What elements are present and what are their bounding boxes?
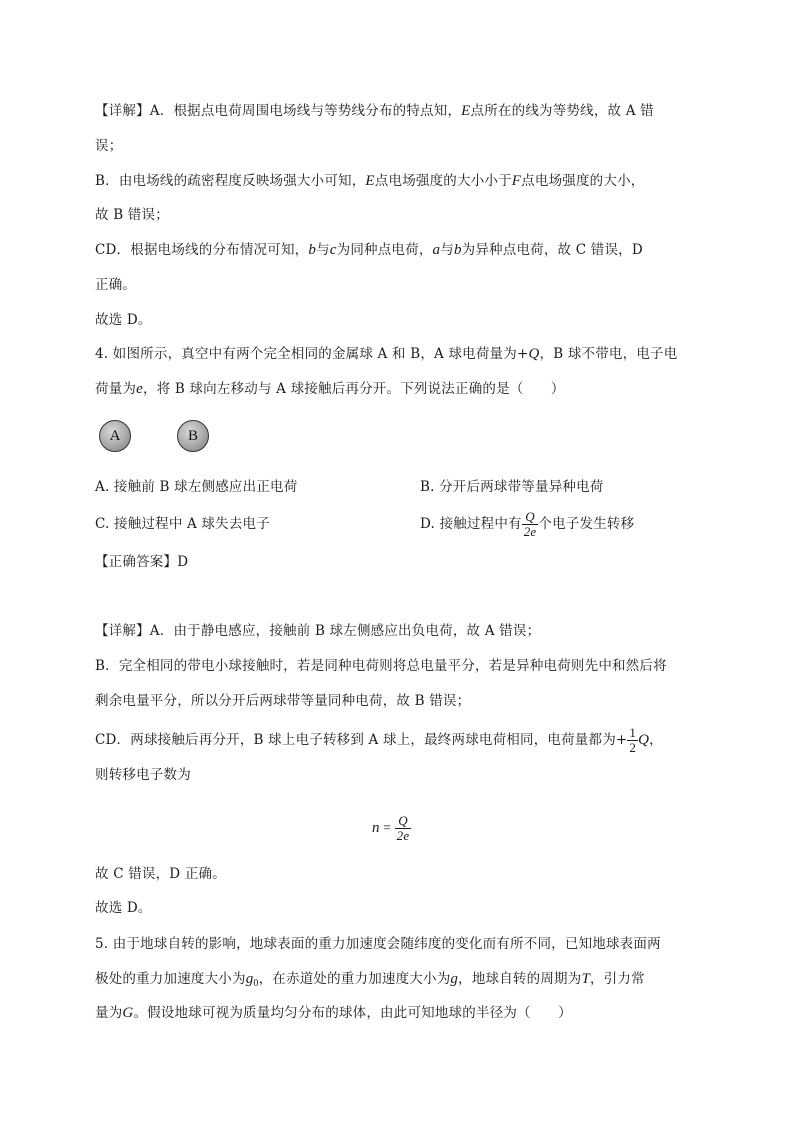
text: B．由电场线的疏密程度反映场强大小可知， xyxy=(95,173,366,189)
text: 与 xyxy=(440,242,454,258)
var-n: n xyxy=(372,820,380,836)
subscript: 0 xyxy=(253,978,259,989)
var-a: a xyxy=(432,242,441,258)
var-b: b xyxy=(308,242,317,258)
text: ，在赤道处的重力加速度大小为 xyxy=(258,971,451,987)
option-b[interactable]: B. 分开后两球带等量异种电荷 xyxy=(420,479,604,495)
fraction xyxy=(522,510,539,539)
var-t: T xyxy=(581,971,590,987)
text: ，将 B 球向左移动与 A 球接触后再分开。下列说法正确的是（ ） xyxy=(142,381,565,397)
explanation-line: 故选 D。 xyxy=(95,312,152,328)
var-f: F xyxy=(511,173,522,189)
text: ， xyxy=(649,732,663,748)
option-a[interactable]: A. 接触前 B 球左侧感应出正电荷 xyxy=(95,479,298,495)
ball-label: B xyxy=(187,427,198,444)
text: 点电场强度的大小， xyxy=(521,173,645,189)
var-e: e xyxy=(136,381,143,397)
explanation-line xyxy=(95,240,643,260)
numerator: 1 xyxy=(629,725,637,740)
var-c: c xyxy=(329,242,337,258)
numerator: Q xyxy=(522,510,539,525)
correct-answer: 【正确答案】D xyxy=(95,554,189,570)
text: 个电子发生转移 xyxy=(538,516,635,532)
explanation-line: 故 C 错误，D 正确。 xyxy=(95,866,226,882)
var-g: g xyxy=(450,971,459,987)
text: 与 xyxy=(316,242,330,258)
denominator: 2 xyxy=(629,740,637,755)
var-q: Q xyxy=(638,732,650,748)
text: ，地球自转的周期为 xyxy=(458,971,582,987)
text: 4. 如图所示，真空中有两个完全相同的金属球 A 和 B，A 球电荷量为+ xyxy=(95,346,529,362)
equation xyxy=(372,808,411,848)
fraction xyxy=(395,814,412,843)
text: ，B 球不带电，电子电 xyxy=(539,346,678,362)
text: 【详解】A．根据点电荷周围电场线与等势线分布的特点知， xyxy=(95,103,462,119)
var-e: E xyxy=(365,173,375,189)
text: 为同种点电荷， xyxy=(336,242,433,258)
text: CD．根据电场线的分布情况可知， xyxy=(95,242,309,258)
explanation-line: B．完全相同的带电小球接触时，若是同种电荷则将总电量平分，若是异种电荷则先中和然后将 xyxy=(95,658,667,674)
ball-label: A xyxy=(109,427,121,444)
explanation-line: 误； xyxy=(95,138,123,154)
text: ，引力常 xyxy=(589,971,645,987)
explanation-line xyxy=(95,101,654,121)
var-g-const: G xyxy=(122,1005,134,1021)
explanation-line: 故 B 错误； xyxy=(95,207,169,223)
option-c[interactable]: C. 接触过程中 A 球失去电子 xyxy=(95,516,270,532)
metal-ball-a xyxy=(99,420,131,452)
fraction xyxy=(627,726,638,755)
explanation-line xyxy=(95,720,663,760)
question-5-stem xyxy=(95,969,645,994)
text: 点电场强度的大小小于 xyxy=(374,173,512,189)
numerator: Q xyxy=(395,814,412,829)
metal-ball-b xyxy=(177,420,209,452)
explanation-line: 故选 D。 xyxy=(95,900,152,916)
question-5-stem: 5. 由于地球自转的影响，地球表面的重力加速度会随纬度的变化而有所不同，已知地球表面两 xyxy=(95,936,661,952)
explanation-line xyxy=(95,171,644,191)
text: 为异种点电荷，故 C 错误，D xyxy=(461,242,643,258)
text: 极处的重力加速度大小为 xyxy=(95,971,246,987)
var-q: Q xyxy=(528,346,540,362)
text: 荷量为 xyxy=(95,381,137,397)
var-e: E xyxy=(461,103,471,119)
denominator: 2e xyxy=(523,524,537,539)
var-b: b xyxy=(453,242,462,258)
text: CD．两球接触后再分开，B 球上电子转移到 A 球上，最终两球电荷相同，电荷量都为+ xyxy=(95,732,628,748)
explanation-line: 则转移电子数为 xyxy=(95,767,191,783)
text: 点所在的线为等势线，故 A 错 xyxy=(470,103,654,119)
equals: = xyxy=(379,820,395,835)
question-4-stem xyxy=(95,379,565,399)
question-4-stem xyxy=(95,344,677,364)
explanation-line: 【详解】A．由于静电感应，接触前 B 球左侧感应出负电荷，故 A 错误； xyxy=(95,623,541,639)
explanation-line: 正确。 xyxy=(95,277,137,293)
explanation-line: 剩余电量平分，所以分开后两球带等量同种电荷，故 B 错误； xyxy=(95,693,471,709)
var-g: g xyxy=(245,971,254,987)
text: 量为 xyxy=(95,1005,123,1021)
text: D. 接触过程中有 xyxy=(420,516,522,532)
question-5-stem xyxy=(95,1003,572,1023)
denominator: 2e xyxy=(396,828,410,843)
text: 。假设地球可视为质量均匀分布的球体，由此可知地球的半径为（ ） xyxy=(133,1005,572,1021)
option-d[interactable] xyxy=(420,504,634,544)
var-g0 xyxy=(246,971,259,987)
